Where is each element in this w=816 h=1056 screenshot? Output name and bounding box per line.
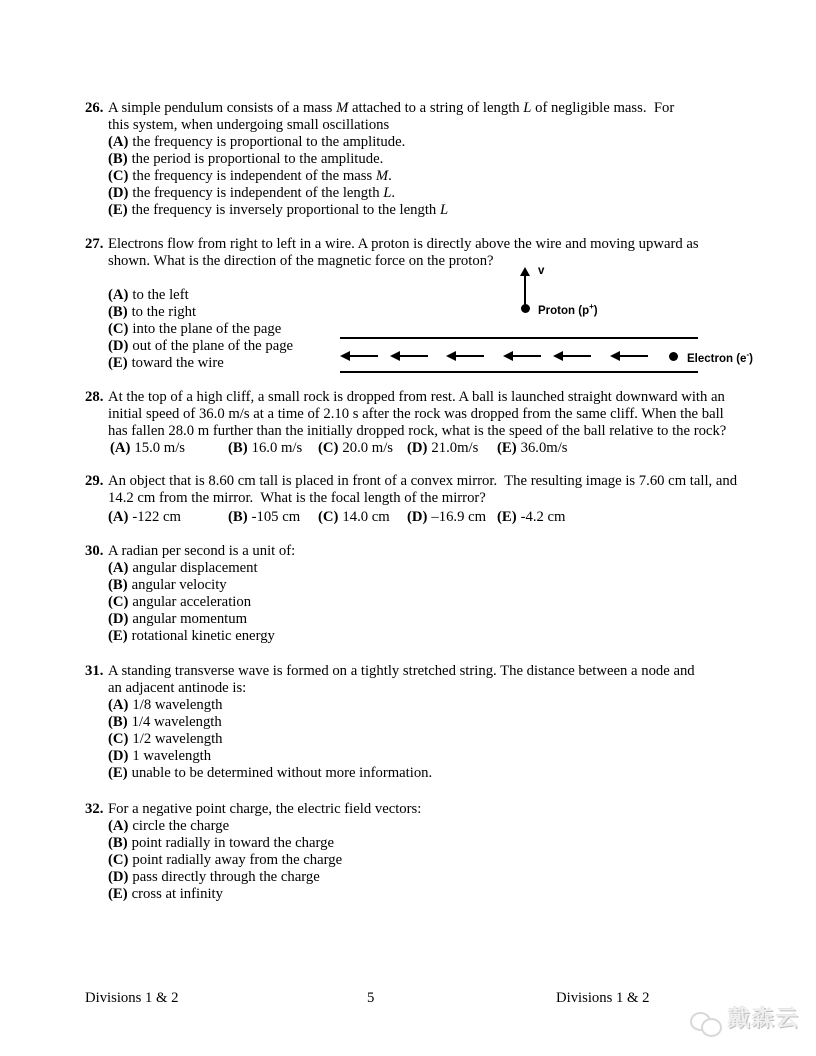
q27-wire-proton-diagram (85, 236, 815, 376)
option-text: 21.0m/s (431, 440, 479, 456)
question-number: 29. (85, 473, 104, 489)
stem-variable: L (523, 100, 532, 116)
option-label: (A) (108, 134, 129, 150)
q28-option-d (407, 440, 478, 457)
option-label: (A) (108, 287, 129, 303)
question-stem-line: initial speed of 36.0 m/s at a time of 2.10 s after the rock was dropped from the same cliff. When the ball (108, 406, 724, 422)
option-label: (B) (228, 509, 248, 525)
q29-option-e (497, 509, 565, 526)
option-text: into the plane of the page (132, 321, 282, 337)
stem-text: attached to a string of length (348, 100, 524, 116)
q32-option-b (108, 835, 705, 852)
page-number: 5 (367, 990, 375, 1006)
q30-option-a (108, 560, 705, 577)
option-label: (B) (108, 304, 128, 320)
option-label: (A) (108, 560, 129, 576)
q30-option-d (108, 611, 705, 628)
question-stem-line: At the top of a high cliff, a small rock is dropped from rest. A ball is launched straight downward with an (108, 389, 725, 405)
option-variable: M (375, 168, 389, 184)
q31-option-e (108, 765, 705, 782)
question-stem-line: this system, when undergoing small oscillations (108, 117, 390, 133)
question-32 (85, 801, 705, 903)
q26-option-d (108, 185, 705, 202)
option-label: (B) (228, 440, 248, 456)
option-label: (E) (108, 628, 128, 644)
option-text: to the right (131, 304, 197, 320)
option-text: to the left (132, 287, 189, 303)
question-stem-line: For a negative point charge, the electric field vectors: (108, 801, 422, 817)
q31-option-d (108, 748, 705, 765)
q29-option-c (318, 509, 390, 526)
question-stem-line: 14.2 cm from the mirror. What is the focal length of the mirror? (108, 490, 486, 506)
q32-option-e (108, 886, 705, 903)
wire-top-line (340, 337, 698, 339)
option-text: angular displacement (132, 560, 258, 576)
option-text: 1/4 wavelength (131, 714, 222, 730)
option-label: (E) (108, 355, 128, 371)
option-text: -4.2 cm (520, 509, 566, 525)
electron-label (687, 348, 753, 366)
option-text: out of the plane of the page (132, 338, 294, 354)
option-text: angular acceleration (132, 594, 252, 610)
option-text: -105 cm (251, 509, 301, 525)
q30-option-e (108, 628, 705, 645)
option-text: the period is proportional to the amplitude. (131, 151, 384, 167)
option-label: (C) (108, 168, 129, 184)
q30-option-b (108, 577, 705, 594)
electron-charge-sup: - (746, 350, 750, 359)
option-label: (D) (108, 185, 129, 201)
stem-text: of negligible mass. For (531, 100, 675, 116)
footer-division-left: Divisions 1 & 2 (85, 990, 179, 1006)
option-tail: . (388, 168, 392, 184)
q26-option-a (108, 134, 705, 151)
option-label: (E) (497, 440, 517, 456)
option-label: (B) (108, 577, 128, 593)
question-number: 26. (85, 100, 104, 116)
option-label: (C) (108, 731, 129, 747)
q32-option-a (108, 818, 705, 835)
option-text: the frequency is proportional to the amplitude. (132, 134, 406, 150)
question-29 (85, 473, 738, 526)
q29-options-row (108, 509, 705, 526)
question-stem-line: Electrons flow from right to left in a wire. A proton is directly above the wire and moving upward as (108, 236, 699, 252)
option-label: (E) (108, 765, 128, 781)
question-30 (85, 543, 705, 645)
watermark (688, 1004, 813, 1048)
option-label: (D) (108, 748, 129, 764)
electron-label-text: Electron (e (687, 352, 747, 365)
option-text: point radially in toward the charge (131, 835, 335, 851)
question-stem-line: shown. What is the direction of the magnetic force on the proton? (108, 253, 494, 269)
option-text: pass directly through the charge (132, 869, 320, 885)
electron-dot (669, 352, 678, 361)
question-stem-line: A standing transverse wave is formed on a tightly stretched string. The distance between a node and (108, 663, 695, 679)
option-label: (C) (318, 509, 339, 525)
option-text: point radially away from the charge (132, 852, 343, 868)
proton-label (538, 300, 598, 318)
option-label: (A) (108, 818, 129, 834)
q28-option-c (318, 440, 393, 457)
proton-charge-sup: + (589, 302, 594, 311)
q28-option-e (497, 440, 568, 457)
q31-option-b (108, 714, 705, 731)
q28-option-a (110, 440, 185, 457)
option-label: (C) (108, 321, 129, 337)
option-label: (D) (108, 611, 129, 627)
option-label: (B) (108, 835, 128, 851)
option-text: circle the charge (132, 818, 230, 834)
option-text: 15.0 m/s (134, 440, 185, 456)
question-number: 27. (85, 236, 104, 252)
question-number: 32. (85, 801, 104, 817)
question-stem-line: An object that is 8.60 cm tall is placed in front of a convex mirror. The resulting image is 7.60 cm tall, and (108, 473, 738, 489)
option-text: unable to be determined without more information. (131, 765, 433, 781)
exam-content (85, 100, 753, 903)
current-arrow (505, 355, 541, 357)
option-label: (E) (497, 509, 517, 525)
q28-options-row (108, 440, 705, 457)
q32-option-c (108, 852, 705, 869)
question-stem-line: has fallen 28.0 m further than the initially dropped rock, what is the speed of the ball relative to the rock? (108, 423, 727, 439)
option-label: (B) (108, 714, 128, 730)
option-text: -122 cm (132, 509, 181, 525)
stem-variable: M (336, 100, 349, 116)
option-text: the frequency is independent of the length (132, 185, 384, 201)
current-arrow (612, 355, 648, 357)
watermark-brand-text: 戴森云 (728, 1006, 801, 1031)
question-stem-line (108, 100, 705, 117)
question-27 (85, 236, 753, 372)
q29-option-d (407, 509, 486, 526)
velocity-label: v (538, 265, 545, 277)
proton-label-text: Proton (p (538, 304, 590, 317)
option-label: (D) (108, 338, 129, 354)
q26-option-e (108, 202, 705, 219)
option-text: 36.0m/s (520, 440, 568, 456)
stem-text: A simple pendulum consists of a mass (108, 100, 337, 116)
option-text: the frequency is inversely proportional to the length (131, 202, 440, 218)
option-label: (A) (110, 440, 131, 456)
option-label: (D) (108, 869, 129, 885)
proton-dot (521, 304, 530, 313)
question-31 (85, 663, 705, 782)
option-text: 20.0 m/s (342, 440, 393, 456)
option-label: (D) (407, 440, 428, 456)
option-text: toward the wire (131, 355, 224, 371)
option-text: 1/8 wavelength (132, 697, 223, 713)
question-number: 31. (85, 663, 104, 679)
watermark-bubble-icon (701, 1018, 722, 1037)
proton-label-close: ) (593, 304, 598, 317)
option-variable: L (383, 185, 392, 201)
option-label: (C) (108, 594, 129, 610)
option-text: cross at infinity (131, 886, 223, 902)
q29-option-b (228, 509, 300, 526)
q29-option-a (108, 509, 181, 526)
question-26 (85, 100, 705, 219)
wire-bottom-line (340, 371, 698, 373)
option-variable: L (439, 202, 449, 218)
option-text: the frequency is independent of the mass (132, 168, 376, 184)
option-tail: . (391, 185, 396, 201)
electron-label-close: ) (749, 352, 753, 365)
question-stem-line: A radian per second is a unit of: (108, 543, 296, 559)
question-stem-line: an adjacent antinode is: (108, 680, 247, 696)
option-label: (E) (108, 202, 128, 218)
question-28 (85, 389, 727, 457)
option-text: 1 wavelength (132, 748, 212, 764)
option-text: 16.0 m/s (251, 440, 303, 456)
option-label: (A) (108, 509, 129, 525)
option-label: (C) (108, 852, 129, 868)
option-label: (B) (108, 151, 128, 167)
option-label: (E) (108, 886, 128, 902)
option-text: angular velocity (131, 577, 227, 593)
current-arrow (342, 355, 378, 357)
option-text: 14.0 cm (342, 509, 390, 525)
footer-division-right: Divisions 1 & 2 (556, 990, 650, 1006)
option-label: (A) (108, 697, 129, 713)
q26-option-b (108, 151, 705, 168)
option-text: 1/2 wavelength (132, 731, 223, 747)
question-number: 28. (85, 389, 104, 405)
option-text: angular momentum (132, 611, 248, 627)
q31-option-a (108, 697, 705, 714)
current-arrow (448, 355, 484, 357)
question-number: 30. (85, 543, 104, 559)
current-arrow (392, 355, 428, 357)
current-arrow (555, 355, 591, 357)
option-label: (D) (407, 509, 428, 525)
q28-option-b (228, 440, 302, 457)
q31-option-c (108, 731, 705, 748)
option-text: –16.9 cm (431, 509, 487, 525)
q30-option-c (108, 594, 705, 611)
q32-option-d (108, 869, 705, 886)
option-label: (C) (318, 440, 339, 456)
option-text: rotational kinetic energy (131, 628, 275, 644)
q26-option-c (108, 168, 705, 185)
